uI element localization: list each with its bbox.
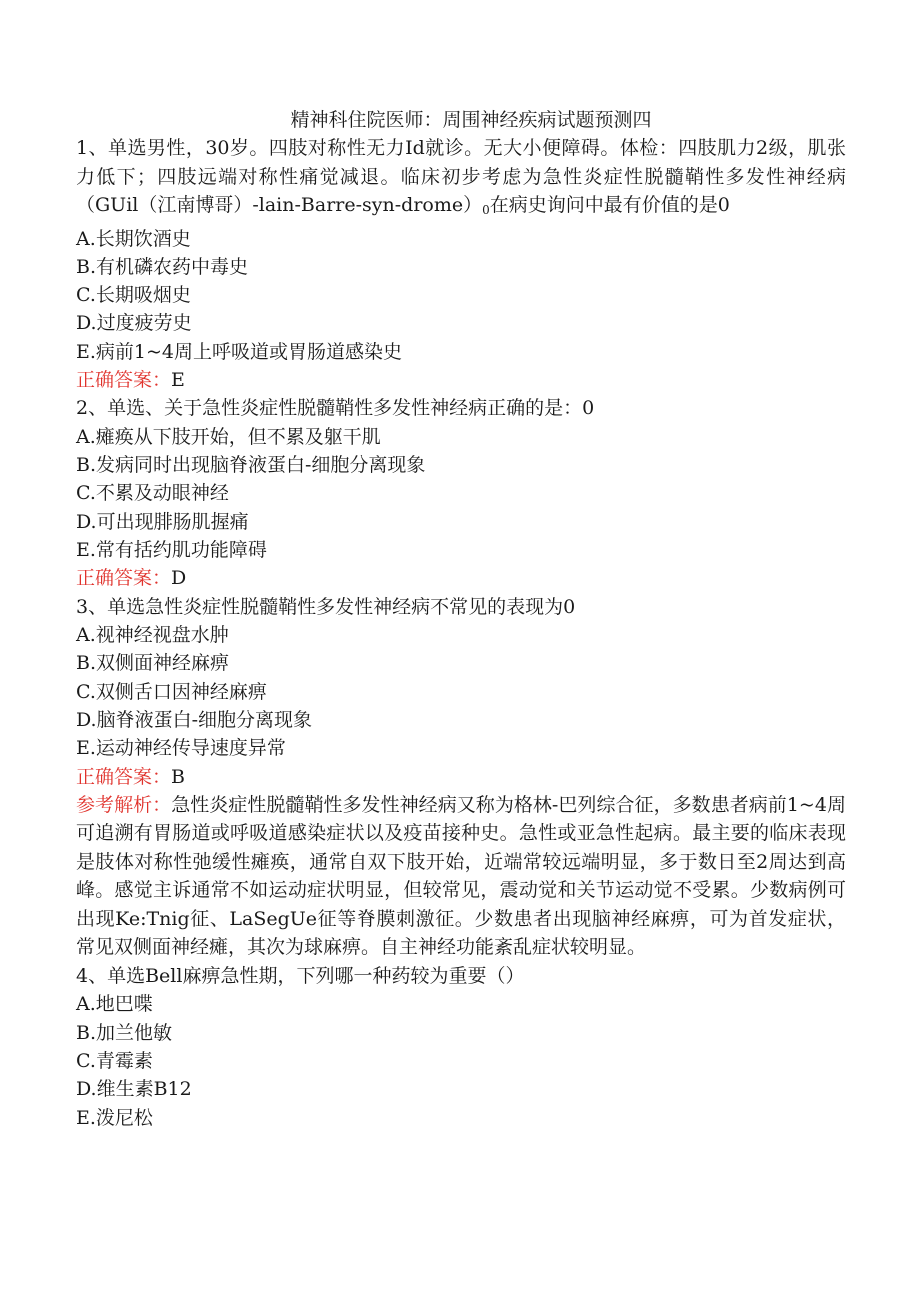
option-e: E.常有括约肌功能障碍 (76, 538, 267, 561)
option-b: B.发病同时出现脑脊液蛋白-细胞分离现象 (76, 454, 426, 477)
option-e: E.病前1~4周上呼吸道或胃肠道感染史 (76, 340, 403, 363)
option-a: A.瘫痪从下肢开始，但不累及躯干肌 (76, 425, 381, 448)
option-d: D.可出现腓肠肌握痛 (76, 510, 249, 533)
answer-line (76, 366, 846, 394)
analysis-text: 急性炎症性脱髓鞘性多发性神经病又称为格林-巴列综合征，多数患者病前1~4周可追溯有胃肠道或呼吸道感染症状以及疫苗接种史。急性或亚急性起病。最主要的临床表现是肢体对称性弛缓性瘫痪，通常自双下肢开始，近端常较远端明显，多于数日至2周达到高峰。感觉主诉通常不如运动症状明显，但较常见，震动觉和关节运动觉不受累。少数病例可出现Ke:Tnig征、LaSegUe征等脊膜刺激征。少数患者出现脑神经麻痹，可为首发症状，常见双侧面神经瘫，其次为球麻痹。自主神经功能紊乱症状较明显。 (76, 793, 846, 959)
question-stem: 2、单选、关于急性炎症性脱髓鞘性多发性神经病正确的是：0 (76, 397, 595, 420)
option-e: E.运动神经传导速度异常 (76, 737, 286, 760)
answer-value: E (171, 368, 185, 391)
option-e: E.泼尼松 (76, 1106, 153, 1129)
option-d: D.维生素B12 (76, 1078, 192, 1101)
option-d: D.脑脊液蛋白-细胞分离现象 (76, 708, 313, 731)
option-c: C.双侧舌口因神经麻痹 (76, 680, 267, 703)
question-1 (76, 134, 846, 394)
answer-line (76, 564, 846, 592)
question-stem-part-a: 1、单选男性，30岁。四肢对称性无力Id就诊。无大小便障碍。体检：四肢肌力2级，肌张力低下；四肢远端对称性痛觉减退。临床初步考虑为急性炎症性脱髓鞘性多发性神经病（GUil（江南博哥）-lain-Barre-syn-drome） (76, 137, 846, 216)
answer-value: D (171, 567, 187, 590)
option-b: B.有机磷农药中毒史 (76, 255, 249, 278)
document-page (76, 106, 846, 1132)
analysis-label: 参考解析： (76, 793, 172, 816)
option-d: D.过度疲劳史 (76, 312, 192, 335)
answer-label: 正确答案： (76, 765, 172, 788)
option-b: B.双侧面神经麻痹 (76, 652, 230, 675)
answer-value: B (171, 765, 185, 788)
option-b: B.加兰他敏 (76, 1021, 173, 1044)
question-stem-subscript: 0 (482, 203, 490, 217)
question-stem: 3、单选急性炎症性脱髓鞘性多发性神经病不常见的表现为0 (76, 595, 576, 618)
question-stem: 4、单选Bell麻痹急性期，下列哪一种药较为重要（） (76, 964, 525, 987)
option-a: A.地巴喋 (76, 993, 153, 1016)
answer-line (76, 763, 846, 791)
question-2 (76, 394, 846, 592)
question-stem (76, 134, 846, 225)
page-title: 精神科住院医师：周围神经疾病试题预测四 (290, 109, 652, 131)
question-stem-part-b: 在病史询问中最有价值的是0 (489, 194, 730, 216)
answer-label: 正确答案： (76, 567, 172, 590)
option-c: C.青霉素 (76, 1049, 153, 1072)
option-a: A.长期饮酒史 (76, 227, 191, 250)
question-3 (76, 593, 846, 962)
option-c: C.不累及动眼神经 (76, 482, 229, 505)
question-4 (76, 962, 846, 1132)
answer-label: 正确答案： (76, 368, 172, 391)
analysis-paragraph (76, 791, 846, 962)
option-a: A.视神经视盘水肿 (76, 624, 229, 647)
option-c: C.长期吸烟史 (76, 284, 191, 307)
